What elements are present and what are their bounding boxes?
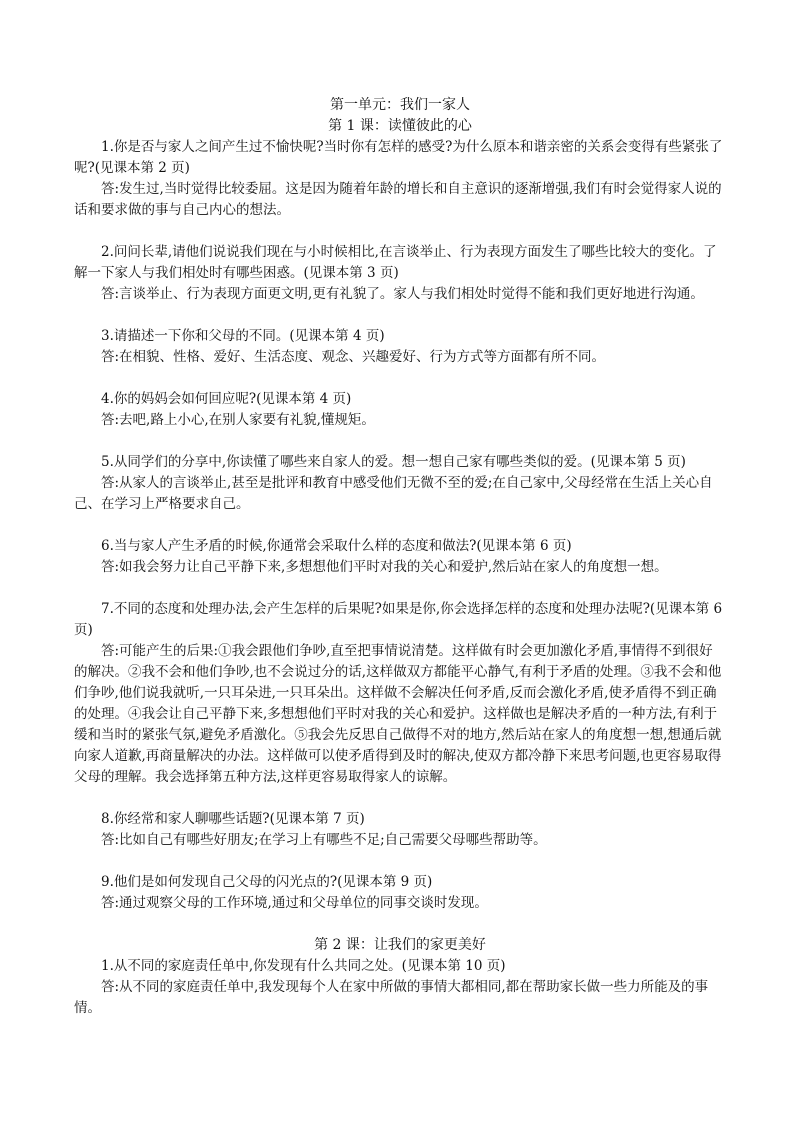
qa-item [74,326,726,368]
answer: 答:比如自己有哪些好朋友;在学习上有哪些不足;自己需要父母哪些帮助等。 [101,832,547,848]
answer: 答:如我会努力让自己平静下来,多想想他们平时对我的关心和爱护,然后站在家人的角度想一想。 [101,559,668,575]
lesson-1-title: 第 1 课：读懂彼此的心 [328,118,472,134]
question: 6.当与家人产生矛盾的时候,你通常会采取什么样的态度和做法?(见课本第 6 页) [101,538,572,554]
answer: 答:从家人的言谈举止,甚至是批评和教育中感受他们无微不至的爱;在自己家中,父母经常在生活上关心自己、在学习上严格要求自己。 [74,475,713,512]
question: 9.他们是如何发现自己父母的闪光点的?(见课本第 9 页) [101,874,433,890]
qa-item [74,956,726,1019]
qa-item [74,389,726,431]
question: 3.请描述一下你和父母的不同。(见课本第 4 页) [101,328,385,344]
answer: 答:在相貌、性格、爱好、生活态度、观念、兴趣爱好、行为方式等方面都有所不同。 [101,349,606,365]
question: 7.不同的态度和处理办法,会产生怎样的后果呢?如果是你,你会选择怎样的态度和处理办法呢?(见课本第 6 页) [74,601,723,638]
unit-title: 第一单元：我们一家人 [330,97,470,113]
question: 5.从同学们的分享中,你读懂了哪些来自家人的爱。想一想自己家有哪些类似的爱。(见课本第 5 页) [101,454,686,470]
answer: 答:可能产生的后果:①我会跟他们争吵,直至把事情说清楚。这样做有时会更加激化矛盾,事情得不到很好的解决。②我不会和他们争吵,也不会说过分的话,这样做双方都能平心静气,有利于矛盾的处理。③我不会和他们争吵,他们说我就听,一只耳朵进,一只耳朵出。这样做不会解决任何矛盾,反而会激化矛盾,使矛盾得不到正确的处理。④我会让自己平静下来,多想想他们平时对我的关心和爱护。这样做也是解决矛盾的一种方法,有利于缓和当时的紧张气氛,避免矛盾激化。⑤我会先反思自己做得不对的地方,然后站在家人的角度想一想,想通后就向家人道歉,再商量解决的办法。这样做可以使矛盾得到及时的解决,使双方都冷静下来思考问题,也更容易取得父母的理解。我会选择第五种方法,这样更容易取得家人的谅解。 [74,643,722,785]
question: 4.你的妈妈会如何回应呢?(见课本第 4 页) [101,391,352,407]
qa-item [74,872,726,914]
answer: 答:言谈举止、行为表现方面更文明,更有礼貌了。家人与我们相处时觉得不能和我们更好地进行沟通。 [101,286,704,302]
question: 2.问问长辈,请他们说说我们现在与小时候相比,在言谈举止、行为表现方面发生了哪些比较大的变化。了解一下家人与我们相处时有哪些困惑。(见课本第 3 页) [74,244,717,281]
qa-item [74,599,726,788]
answer: 答:发生过,当时觉得比较委屈。这是因为随着年龄的增长和自主意识的逐渐增强,我们有时会觉得家人说的话和要求做的事与自己内心的想法。 [74,181,722,218]
qa-item [74,137,726,221]
qa-item [74,452,726,515]
qa-item [74,242,726,305]
answer: 答:通过观察父母的工作环境,通过和父母单位的同事交谈时发现。 [101,895,488,911]
answer: 答:去吧,路上小心,在别人家要有礼貌,懂规矩。 [101,412,375,428]
question: 1.从不同的家庭责任单中,你发现有什么共同之处。(见课本第 10 页) [101,958,506,974]
qa-item [74,536,726,578]
question: 1.你是否与家人之间产生过不愉快呢?当时你有怎样的感受?为什么原本和谐亲密的关系会变得有些紧张了呢?(见课本第 2 页) [74,139,723,176]
answer: 答:从不同的家庭责任单中,我发现每个人在家中所做的事情大都相同,都在帮助家长做一些力所能及的事情。 [74,979,709,1016]
lesson-2-title: 第 2 课：让我们的家更美好 [314,937,486,953]
qa-item [74,809,726,851]
question: 8.你经常和家人聊哪些话题?(见课本第 7 页) [101,811,365,827]
